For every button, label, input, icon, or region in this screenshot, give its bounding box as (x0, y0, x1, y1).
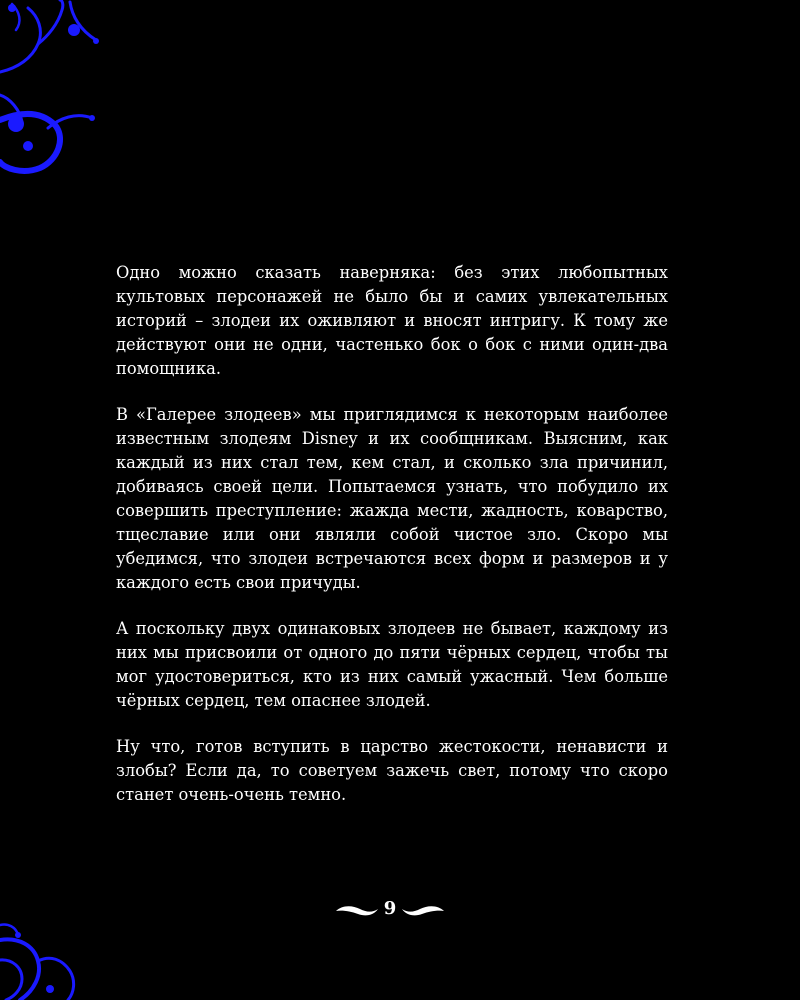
paragraph-3: А поскольку двух одинаковых злодеев не бывает, каждому из них мы присвоили от одного до пяти чёрных сердец, чтобы ты мог удостовериться, кто из них самый ужасный. Чем больше чёрных сердец, тем опаснее злодей. (116, 619, 668, 710)
page-footer (330, 895, 450, 925)
paragraph-2: В «Галерее злодеев» мы приглядимся к некоторым наиболее известным злодеям Disney и их сообщникам. Выясним, как каждый из них стал тем, кем стал, и сколько зла причинил, добиваясь своей цели. Попытаемся узнать, что побудило их совершить преступление: жажда мести, жадность, коварство, тщеславие или они являли собой чистое зло. Скоро мы убедимся, что злодеи встречаются всех форм и размеров и у каждого есть свои причуды. (116, 405, 668, 592)
paragraph-1: Одно можно сказать наверняка: без этих любопытных культовых персонажей не было бы и самих увлекательных историй – злодеи их оживляют и вносят интригу. К тому же действуют они не одни, частенько бок о бок с ними один-два помощника. (116, 263, 668, 378)
blue-flourish-ornament-bottom-left (0, 915, 80, 1000)
blue-flourish-ornament-top-left (0, 0, 110, 180)
body-text (116, 261, 668, 829)
page-number: 9 (383, 898, 397, 919)
paragraph-4: Ну что, готов вступить в царство жестокости, ненависти и злобы? Если да, то советуем зажечь свет, потому что скоро станет очень-очень темно. (116, 737, 668, 804)
